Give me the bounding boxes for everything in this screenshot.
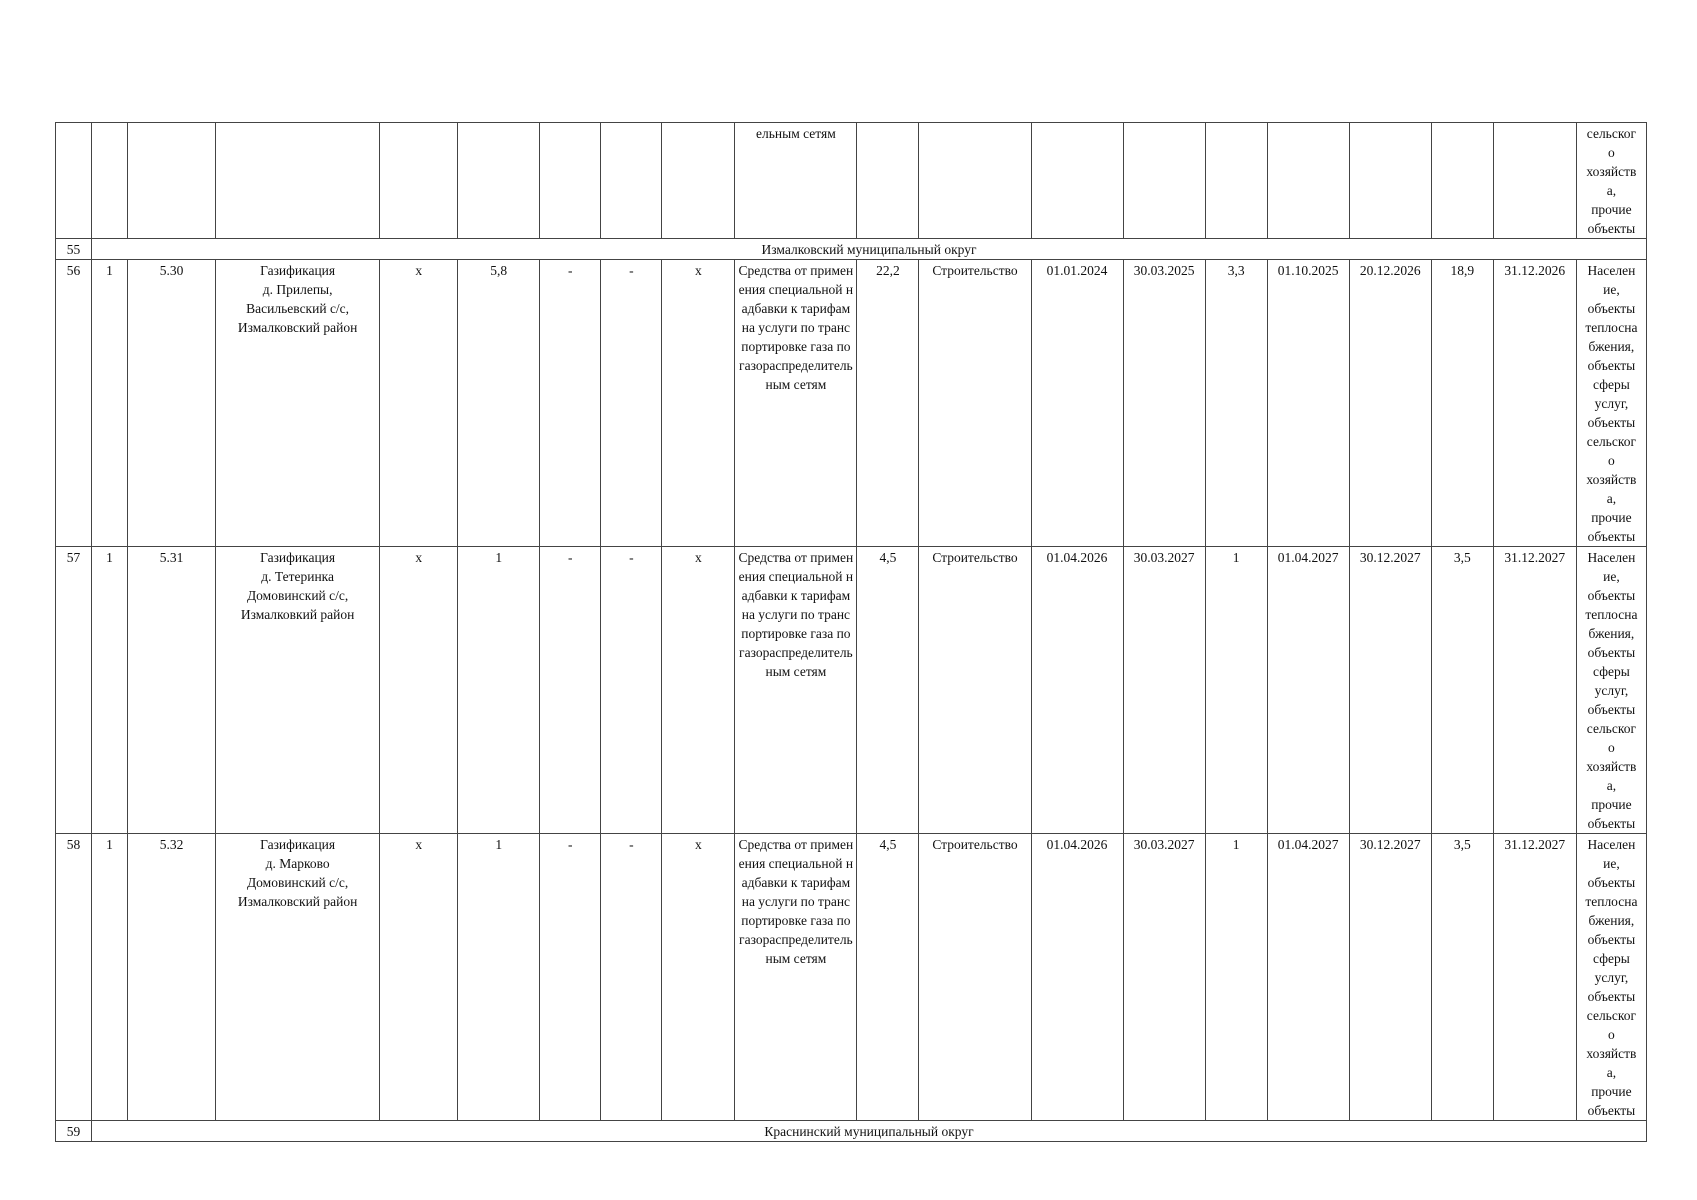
cell-source: Средства от применения специальной надбавки к тарифам на услуги по транспортировке газа по газораспределительным сетям <box>735 260 857 547</box>
cell-build-cost: 3,5 <box>1431 834 1493 1121</box>
cell-empty <box>56 123 92 239</box>
cell-source: Средства от применения специальной надбавки к тарифам на услуги по транспортировке газа по газораспределительным сетям <box>735 834 857 1121</box>
cell-col9: х <box>662 547 735 834</box>
cell-date-commission: 31.12.2027 <box>1493 547 1576 834</box>
cell-length: 5,8 <box>458 260 540 547</box>
cell-purpose: Населен ие, объекты теплосна бжения, объекты сферы услуг, объекты сельског о хозяйств а, прочие объекты <box>1576 547 1646 834</box>
cell-empty <box>857 123 919 239</box>
cell-count: 1 <box>92 834 128 1121</box>
cell-source: Средства от применения специальной надбавки к тарифам на услуги по транспортировке газа по газораспределительным сетям <box>735 547 857 834</box>
cell-length: 1 <box>458 834 540 1121</box>
cell-date-end-design: 30.03.2027 <box>1123 834 1205 1121</box>
cell-empty <box>1123 123 1205 239</box>
cell-col9: х <box>662 834 735 1121</box>
cell-build-cost: 18,9 <box>1431 260 1493 547</box>
table-row <box>56 260 1647 547</box>
cell-work-type: Строительство <box>919 834 1031 1121</box>
cell-empty <box>92 123 128 239</box>
table-row <box>56 834 1647 1121</box>
cell-date-end-design: 30.03.2025 <box>1123 260 1205 547</box>
cell-date-end-build: 30.12.2027 <box>1349 547 1431 834</box>
cell-empty <box>1205 123 1267 239</box>
cell-col7: - <box>540 834 601 1121</box>
cell-count: 1 <box>92 260 128 547</box>
cell-col8: - <box>601 834 662 1121</box>
cell-col5: х <box>380 834 458 1121</box>
cell-row-number: 57 <box>56 547 92 834</box>
cell-col9: х <box>662 260 735 547</box>
cell-col8: - <box>601 260 662 547</box>
cell-empty <box>1349 123 1431 239</box>
cell-object-name: Газификация д. Прилепы, Васильевский с/с, Измалковский район <box>216 260 380 547</box>
cell-col8: - <box>601 547 662 834</box>
cell-empty <box>1431 123 1493 239</box>
cell-row-number: 56 <box>56 260 92 547</box>
cell-code: 5.31 <box>128 547 216 834</box>
cell-object-name: Газификация д. Тетеринка Домовинский с/с, Измалковкий район <box>216 547 380 834</box>
cell-row-number: 58 <box>56 834 92 1121</box>
cell-empty <box>128 123 216 239</box>
cell-empty <box>601 123 662 239</box>
cell-date-start-design: 01.01.2024 <box>1031 260 1123 547</box>
cell-cost: 4,5 <box>857 547 919 834</box>
cell-date-end-build: 20.12.2026 <box>1349 260 1431 547</box>
cell-length: 1 <box>458 547 540 834</box>
section-row <box>56 239 1647 260</box>
section-number: 55 <box>56 239 92 260</box>
cell-col5: х <box>380 547 458 834</box>
cell-empty <box>1031 123 1123 239</box>
cell-date-end-design: 30.03.2027 <box>1123 547 1205 834</box>
cell-object-name: Газификация д. Марково Домовинский с/с, Измалковский район <box>216 834 380 1121</box>
table-row <box>56 547 1647 834</box>
gasification-table <box>55 122 1647 1142</box>
cell-date-start-build: 01.10.2025 <box>1267 260 1349 547</box>
cell-date-start-design: 01.04.2026 <box>1031 547 1123 834</box>
cell-design-cost: 1 <box>1205 834 1267 1121</box>
cell-col7: - <box>540 260 601 547</box>
section-title: Измалковский муниципальный округ <box>92 239 1647 260</box>
cell-code: 5.30 <box>128 260 216 547</box>
cell-cost: 4,5 <box>857 834 919 1121</box>
cell-empty <box>458 123 540 239</box>
cell-work-type: Строительство <box>919 547 1031 834</box>
cell-code: 5.32 <box>128 834 216 1121</box>
cell-purpose: Населен ие, объекты теплосна бжения, объекты сферы услуг, объекты сельског о хозяйств а, прочие объекты <box>1576 260 1646 547</box>
cell-empty <box>1267 123 1349 239</box>
cell-col5: х <box>380 260 458 547</box>
cell-design-cost: 1 <box>1205 547 1267 834</box>
cell-col7: - <box>540 547 601 834</box>
cell-date-start-design: 01.04.2026 <box>1031 834 1123 1121</box>
cell-work-type: Строительство <box>919 260 1031 547</box>
cell-count: 1 <box>92 547 128 834</box>
cell-empty <box>540 123 601 239</box>
cell-date-commission: 31.12.2026 <box>1493 260 1576 547</box>
cell-design-cost: 3,3 <box>1205 260 1267 547</box>
cell-source: ельным сетям <box>735 123 857 239</box>
cell-build-cost: 3,5 <box>1431 547 1493 834</box>
cell-date-end-build: 30.12.2027 <box>1349 834 1431 1121</box>
cell-purpose: Населен ие, объекты теплосна бжения, объекты сферы услуг, объекты сельског о хозяйств а, прочие объекты <box>1576 834 1646 1121</box>
section-row <box>56 1121 1647 1142</box>
table-row-continued <box>56 123 1647 239</box>
cell-empty <box>662 123 735 239</box>
cell-empty <box>216 123 380 239</box>
cell-date-commission: 31.12.2027 <box>1493 834 1576 1121</box>
cell-cost: 22,2 <box>857 260 919 547</box>
cell-empty <box>380 123 458 239</box>
section-number: 59 <box>56 1121 92 1142</box>
cell-date-start-build: 01.04.2027 <box>1267 547 1349 834</box>
cell-purpose: сельског о хозяйств а, прочие объекты <box>1576 123 1646 239</box>
section-title: Краснинский муниципальный округ <box>92 1121 1647 1142</box>
cell-date-start-build: 01.04.2027 <box>1267 834 1349 1121</box>
cell-empty <box>919 123 1031 239</box>
cell-empty <box>1493 123 1576 239</box>
